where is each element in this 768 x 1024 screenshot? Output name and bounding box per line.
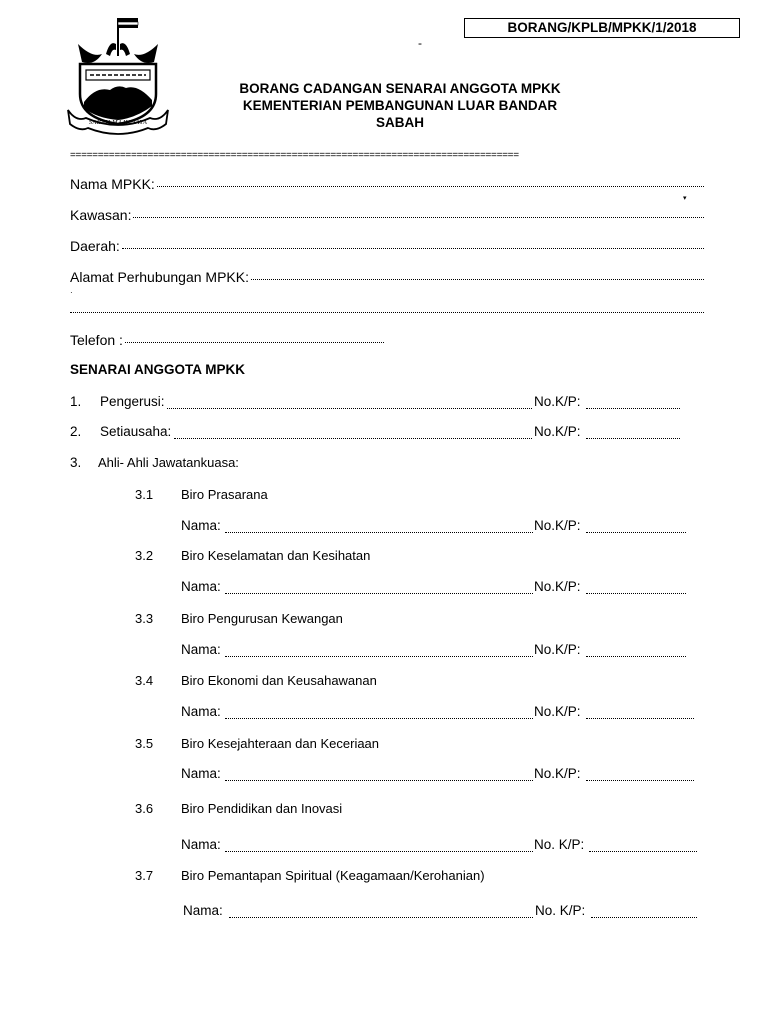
emblem-motto: SABAH MAJU JAYA [88, 119, 148, 126]
bureau-name: Biro Kesejahteraan dan Keceriaan [181, 736, 380, 751]
bureau-name: Biro Pendidikan dan Inovasi [181, 801, 343, 816]
daerah-field[interactable] [70, 238, 704, 254]
form-code-box: BORANG/KPLB/MPKK/1/2018 [464, 18, 740, 38]
daerah-label: Daerah: [70, 238, 120, 254]
nama-label: Nama: [183, 903, 223, 918]
bureau-ic-input-line[interactable] [589, 851, 697, 852]
bureau-name: Biro Keselamatan dan Kesihatan [181, 548, 371, 563]
alamat-bullet-mark: · [70, 288, 73, 297]
alamat-second-line[interactable] [70, 312, 704, 313]
bureau-name-input-line[interactable] [225, 532, 533, 533]
nama-mpkk-field[interactable] [70, 176, 704, 192]
ic-label: No.K/P: [534, 579, 581, 594]
stray-mark: - [418, 36, 422, 50]
ic-label: No.K/P: [534, 704, 581, 719]
pengerusi-name-line[interactable] [167, 408, 532, 409]
bureau-ic-input-line[interactable] [586, 718, 694, 719]
nama-label: Nama: [181, 579, 221, 594]
bureau-ic-input-line[interactable] [586, 656, 686, 657]
bureau-name-input-line[interactable] [225, 656, 533, 657]
title-line-3: SABAH [375, 115, 424, 130]
member-number: 1. [70, 394, 82, 409]
bureau-ic-input-line[interactable] [586, 593, 686, 594]
bureau-number: 3.5 [135, 736, 154, 751]
bureau-number: 3.3 [135, 611, 154, 626]
bureau-number: 3.1 [135, 487, 154, 502]
ic-label: No.K/P: [534, 766, 581, 781]
ic-label: No. K/P: [534, 837, 585, 852]
committee-number: 3. [70, 455, 82, 470]
title-line-1: BORANG CADANGAN SENARAI ANGGOTA MPKK [239, 81, 561, 96]
ic-label: No.K/P: [534, 424, 581, 439]
separator-line: ================================================================================= [70, 150, 519, 161]
bureau-name-input-line[interactable] [225, 718, 533, 719]
committee-label: Ahli- Ahli Jawatankuasa: [98, 455, 239, 470]
member-label: Pengerusi: [100, 394, 165, 409]
nama-mpkk-input-line[interactable] [157, 185, 704, 187]
bureau-ic-input-line[interactable] [586, 780, 694, 781]
form-title [200, 80, 600, 131]
member-label: Setiausaha: [100, 424, 172, 439]
nama-label: Nama: [181, 704, 221, 719]
nama-label: Nama: [181, 766, 221, 781]
bureau-number: 3.6 [135, 801, 154, 816]
setiausaha-name-line[interactable] [174, 438, 532, 439]
bureau-number: 3.2 [135, 548, 154, 563]
nama-label: Nama: [181, 837, 221, 852]
section-heading: SENARAI ANGGOTA MPKK [70, 362, 245, 377]
nama-label: Nama: [181, 642, 221, 657]
bureau-name-input-line[interactable] [225, 851, 533, 852]
alamat-label: Alamat Perhubungan MPKK: [70, 269, 249, 285]
pengerusi-ic-line[interactable] [586, 408, 680, 409]
ic-label: No.K/P: [534, 394, 581, 409]
setiausaha-ic-line[interactable] [586, 438, 680, 439]
bureau-name-input-line[interactable] [225, 593, 533, 594]
sabah-state-emblem-icon [66, 14, 170, 136]
nama-label: Nama: [181, 518, 221, 533]
alamat-field[interactable] [70, 269, 704, 285]
kawasan-label: Kawasan: [70, 207, 132, 223]
bureau-name: Biro Prasarana [181, 487, 268, 502]
title-line-2: KEMENTERIAN PEMBANGUNAN LUAR BANDAR [242, 98, 558, 113]
kawasan-field[interactable] [70, 207, 704, 223]
telefon-label: Telefon : [70, 332, 123, 348]
ic-label: No.K/P: [534, 518, 581, 533]
bureau-ic-input-line[interactable] [591, 917, 697, 918]
bureau-name-input-line[interactable] [229, 917, 533, 918]
bureau-name-input-line[interactable] [225, 780, 533, 781]
bureau-name: Biro Ekonomi dan Keusahawanan [181, 673, 377, 688]
alamat-input-line[interactable] [251, 278, 704, 280]
bureau-ic-input-line[interactable] [586, 532, 686, 533]
ic-label: No.K/P: [534, 642, 581, 657]
telefon-field[interactable] [70, 332, 384, 348]
ic-label: No. K/P: [535, 903, 586, 918]
bureau-number: 3.7 [135, 868, 154, 883]
bureau-number: 3.4 [135, 673, 154, 688]
nama-mpkk-label: Nama MPKK: [70, 176, 155, 192]
daerah-input-line[interactable] [122, 247, 704, 249]
member-number: 2. [70, 424, 82, 439]
bureau-name: Biro Pengurusan Kewangan [181, 611, 343, 626]
telefon-input-line[interactable] [125, 341, 384, 343]
bureau-name: Biro Pemantapan Spiritual (Keagamaan/Kerohanian) [181, 868, 485, 883]
small-arrow-mark-icon: ▾ [683, 195, 687, 202]
kawasan-input-line[interactable] [133, 216, 704, 218]
